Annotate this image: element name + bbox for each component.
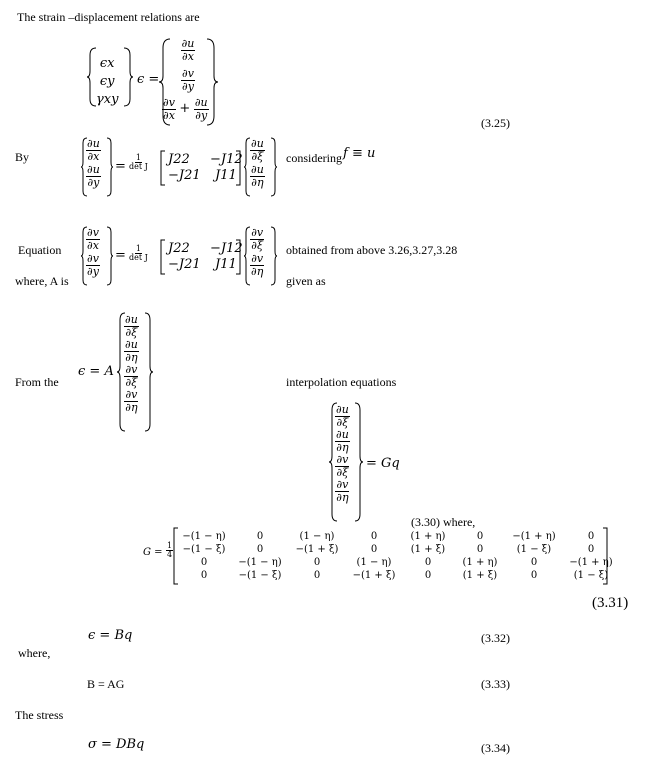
g-matrix-cell: 0 bbox=[587, 544, 595, 555]
frac-den: ∂x bbox=[182, 49, 194, 63]
stress-text: The stress bbox=[15, 708, 64, 722]
frac-den: ∂η bbox=[251, 175, 264, 189]
frac-num: ∂u bbox=[251, 163, 264, 177]
frac-den: ∂y bbox=[87, 264, 99, 278]
g-matrix-cell: (1 + η) bbox=[410, 531, 446, 542]
frac-num: ∂v bbox=[251, 226, 264, 239]
strain-vector bbox=[96, 55, 118, 109]
frac-den: det J bbox=[129, 253, 148, 262]
frac-den: ∂ξ bbox=[251, 149, 264, 163]
g-matrix-cell: 0 bbox=[313, 570, 321, 581]
g-matrix-cell: (1 + ξ) bbox=[410, 544, 446, 555]
gamma-xy: γxy bbox=[96, 92, 119, 107]
frac-num: ∂u bbox=[336, 403, 349, 416]
frac-num: ∂u bbox=[125, 338, 138, 352]
g-matrix-cell: −(1 + η) bbox=[569, 557, 613, 568]
g-equals: G = bbox=[143, 547, 163, 558]
equation-text: Equation bbox=[18, 243, 62, 257]
frac-den: ∂η bbox=[336, 440, 349, 454]
frac-num: ∂u bbox=[181, 37, 195, 50]
eq-number-3-25: (3.25) bbox=[481, 116, 510, 130]
j22: J22 bbox=[168, 152, 190, 167]
frac-den: ∂η bbox=[336, 490, 349, 504]
g-matrix bbox=[176, 530, 620, 582]
right-brace-icon bbox=[144, 312, 154, 432]
g-matrix-cell: (1 − ξ) bbox=[516, 544, 552, 555]
eps-x: ϵx bbox=[99, 56, 115, 71]
sigma-dbq: σ = DBq bbox=[88, 737, 145, 752]
equals-gq: = Gq bbox=[366, 456, 400, 471]
eps-equals-a: ϵ = A bbox=[78, 364, 114, 379]
g-matrix-cell: (1 − ξ) bbox=[573, 570, 609, 581]
b-equals-ag: B = AG bbox=[87, 677, 125, 691]
eps-equals: ϵ = bbox=[137, 72, 160, 87]
where2-text: where, bbox=[18, 646, 51, 660]
shear-strain-sum bbox=[162, 97, 209, 121]
frac-den: ∂y bbox=[87, 175, 100, 189]
right-brace-icon bbox=[270, 226, 278, 286]
by-text: By bbox=[15, 150, 30, 164]
g-matrix-cell: −(1 + ξ) bbox=[352, 570, 396, 581]
g-matrix-cell: (1 + ξ) bbox=[462, 570, 498, 581]
frac-num: ∂v bbox=[336, 478, 349, 492]
g-matrix-cell: (1 − η) bbox=[356, 557, 392, 568]
v-derivative-xi-eta bbox=[250, 227, 264, 277]
right-bracket-icon bbox=[235, 239, 241, 275]
right-brace-icon bbox=[122, 47, 134, 107]
v-derivative-xy bbox=[86, 227, 100, 277]
g-matrix-cell: 0 bbox=[476, 531, 484, 542]
frac-den: ∂ξ bbox=[125, 375, 138, 389]
frac-den: 4 bbox=[167, 550, 173, 559]
equals-sign: = bbox=[115, 159, 126, 174]
g-matrix-cell: 0 bbox=[200, 570, 208, 581]
g-matrix-cell: 0 bbox=[424, 557, 432, 568]
frac-num: ∂u bbox=[194, 96, 208, 109]
frac-num: 1 bbox=[135, 243, 141, 253]
inverse-det-fraction bbox=[128, 243, 149, 262]
g-matrix-cell: 0 bbox=[200, 557, 208, 568]
eq-number-3-32: (3.32) bbox=[481, 631, 510, 645]
g-matrix-cell: 0 bbox=[530, 557, 538, 568]
frac-num: ∂v bbox=[336, 453, 349, 467]
frac-num: ∂v bbox=[125, 363, 138, 377]
minus-j12: −J12 bbox=[210, 241, 243, 256]
g-matrix-cell: 0 bbox=[476, 544, 484, 555]
right-bracket-icon bbox=[602, 527, 608, 585]
frac-den: det J bbox=[129, 162, 148, 172]
eq-number-3-33: (3.33) bbox=[481, 677, 510, 691]
g-matrix-cell: −(1 − ξ) bbox=[238, 570, 282, 581]
frac-du-dx bbox=[177, 38, 199, 62]
minus-j21: −J21 bbox=[168, 257, 201, 272]
g-matrix-cell: 0 bbox=[256, 531, 264, 542]
g-matrix-cell: 0 bbox=[424, 570, 432, 581]
g-matrix-cell: −(1 + ξ) bbox=[295, 544, 339, 555]
minus-j12: −J12 bbox=[210, 152, 243, 167]
given-as-text: given as bbox=[286, 274, 326, 288]
frac-num: ∂v bbox=[182, 67, 194, 80]
frac-num: ∂u bbox=[87, 163, 100, 177]
frac-den: ∂ξ bbox=[336, 465, 349, 479]
frac-den: ∂η bbox=[125, 350, 138, 364]
frac-den: ∂ξ bbox=[251, 238, 264, 252]
equals-sign: = bbox=[115, 248, 126, 263]
plus-sign: + bbox=[179, 101, 191, 117]
right-brace-icon bbox=[205, 38, 219, 126]
frac-num: ∂v bbox=[125, 388, 138, 402]
g-matrix-cell: 0 bbox=[370, 531, 378, 542]
frac-den: ∂η bbox=[251, 264, 264, 278]
u-derivative-xy bbox=[86, 138, 101, 188]
g-matrix-cell: (1 + η) bbox=[462, 557, 498, 568]
from-the-text: From the bbox=[15, 375, 59, 389]
obtained-text: obtained from above 3.26,3.27,3.28 bbox=[286, 243, 458, 257]
frac-num: 1 bbox=[167, 540, 173, 550]
g-matrix-cell: 0 bbox=[530, 570, 538, 581]
frac-den: ∂y bbox=[195, 108, 208, 122]
derivative-column bbox=[124, 314, 139, 413]
frac-num: ∂u bbox=[87, 137, 100, 150]
left-bracket-icon bbox=[160, 239, 166, 275]
where-a-text: where, A is bbox=[15, 274, 69, 288]
frac-den: ∂x bbox=[87, 238, 99, 252]
u-derivative-xi-eta bbox=[250, 138, 265, 188]
frac-num: 1 bbox=[135, 153, 141, 162]
frac-num: ∂v bbox=[87, 226, 99, 239]
right-bracket-icon bbox=[235, 150, 241, 186]
right-brace-icon bbox=[106, 137, 114, 197]
intro-text: The strain –displacement relations are bbox=[17, 10, 200, 24]
g-matrix-cell: −(1 + η) bbox=[512, 531, 556, 542]
inverse-det-fraction bbox=[128, 154, 149, 172]
eq330-text: (3.30) where, bbox=[411, 515, 476, 529]
frac-num: ∂v bbox=[251, 252, 264, 266]
eq-number-3-31: (3.31) bbox=[592, 595, 629, 611]
derivative-column bbox=[335, 404, 350, 503]
frac-den: ∂x bbox=[87, 149, 100, 163]
g-matrix-cell: −(1 − ξ) bbox=[182, 544, 226, 555]
j11: J11 bbox=[215, 168, 237, 183]
frac-num: ∂v bbox=[163, 96, 175, 109]
eq-number-3-34: (3.34) bbox=[481, 741, 510, 755]
frac-num: ∂u bbox=[336, 428, 349, 442]
g-matrix-cell: 0 bbox=[256, 544, 264, 555]
g-matrix-cell: 0 bbox=[313, 557, 321, 568]
g-matrix-cell: (1 − η) bbox=[299, 531, 335, 542]
j11: J11 bbox=[215, 257, 237, 272]
eps-y: ϵy bbox=[99, 74, 115, 89]
right-brace-icon bbox=[106, 226, 114, 286]
right-brace-icon bbox=[354, 402, 364, 522]
g-matrix-cell: 0 bbox=[587, 531, 595, 542]
considering-text: considering bbox=[286, 151, 342, 165]
interpolation-text: interpolation equations bbox=[286, 375, 397, 389]
g-matrix-cell: 0 bbox=[370, 544, 378, 555]
frac-num: ∂u bbox=[125, 313, 138, 326]
g-matrix-cell: −(1 − η) bbox=[182, 531, 226, 542]
frac-den: ∂y bbox=[182, 79, 194, 93]
right-brace-icon bbox=[270, 137, 278, 197]
g-matrix-cell: −(1 − η) bbox=[238, 557, 282, 568]
eps-bq: ϵ = Bq bbox=[88, 628, 133, 643]
frac-den: ∂η bbox=[125, 400, 138, 414]
j22: J22 bbox=[168, 241, 190, 256]
frac-den: ∂ξ bbox=[336, 415, 349, 429]
frac-dv-dy bbox=[177, 68, 199, 92]
frac-den: ∂x bbox=[163, 108, 175, 122]
frac-den: ∂ξ bbox=[125, 325, 138, 339]
frac-num: ∂u bbox=[251, 137, 264, 150]
considering-math: f ≡ u bbox=[343, 146, 376, 161]
frac-num: ∂v bbox=[87, 252, 99, 266]
minus-j21: −J21 bbox=[168, 168, 201, 183]
left-bracket-icon bbox=[160, 150, 166, 186]
